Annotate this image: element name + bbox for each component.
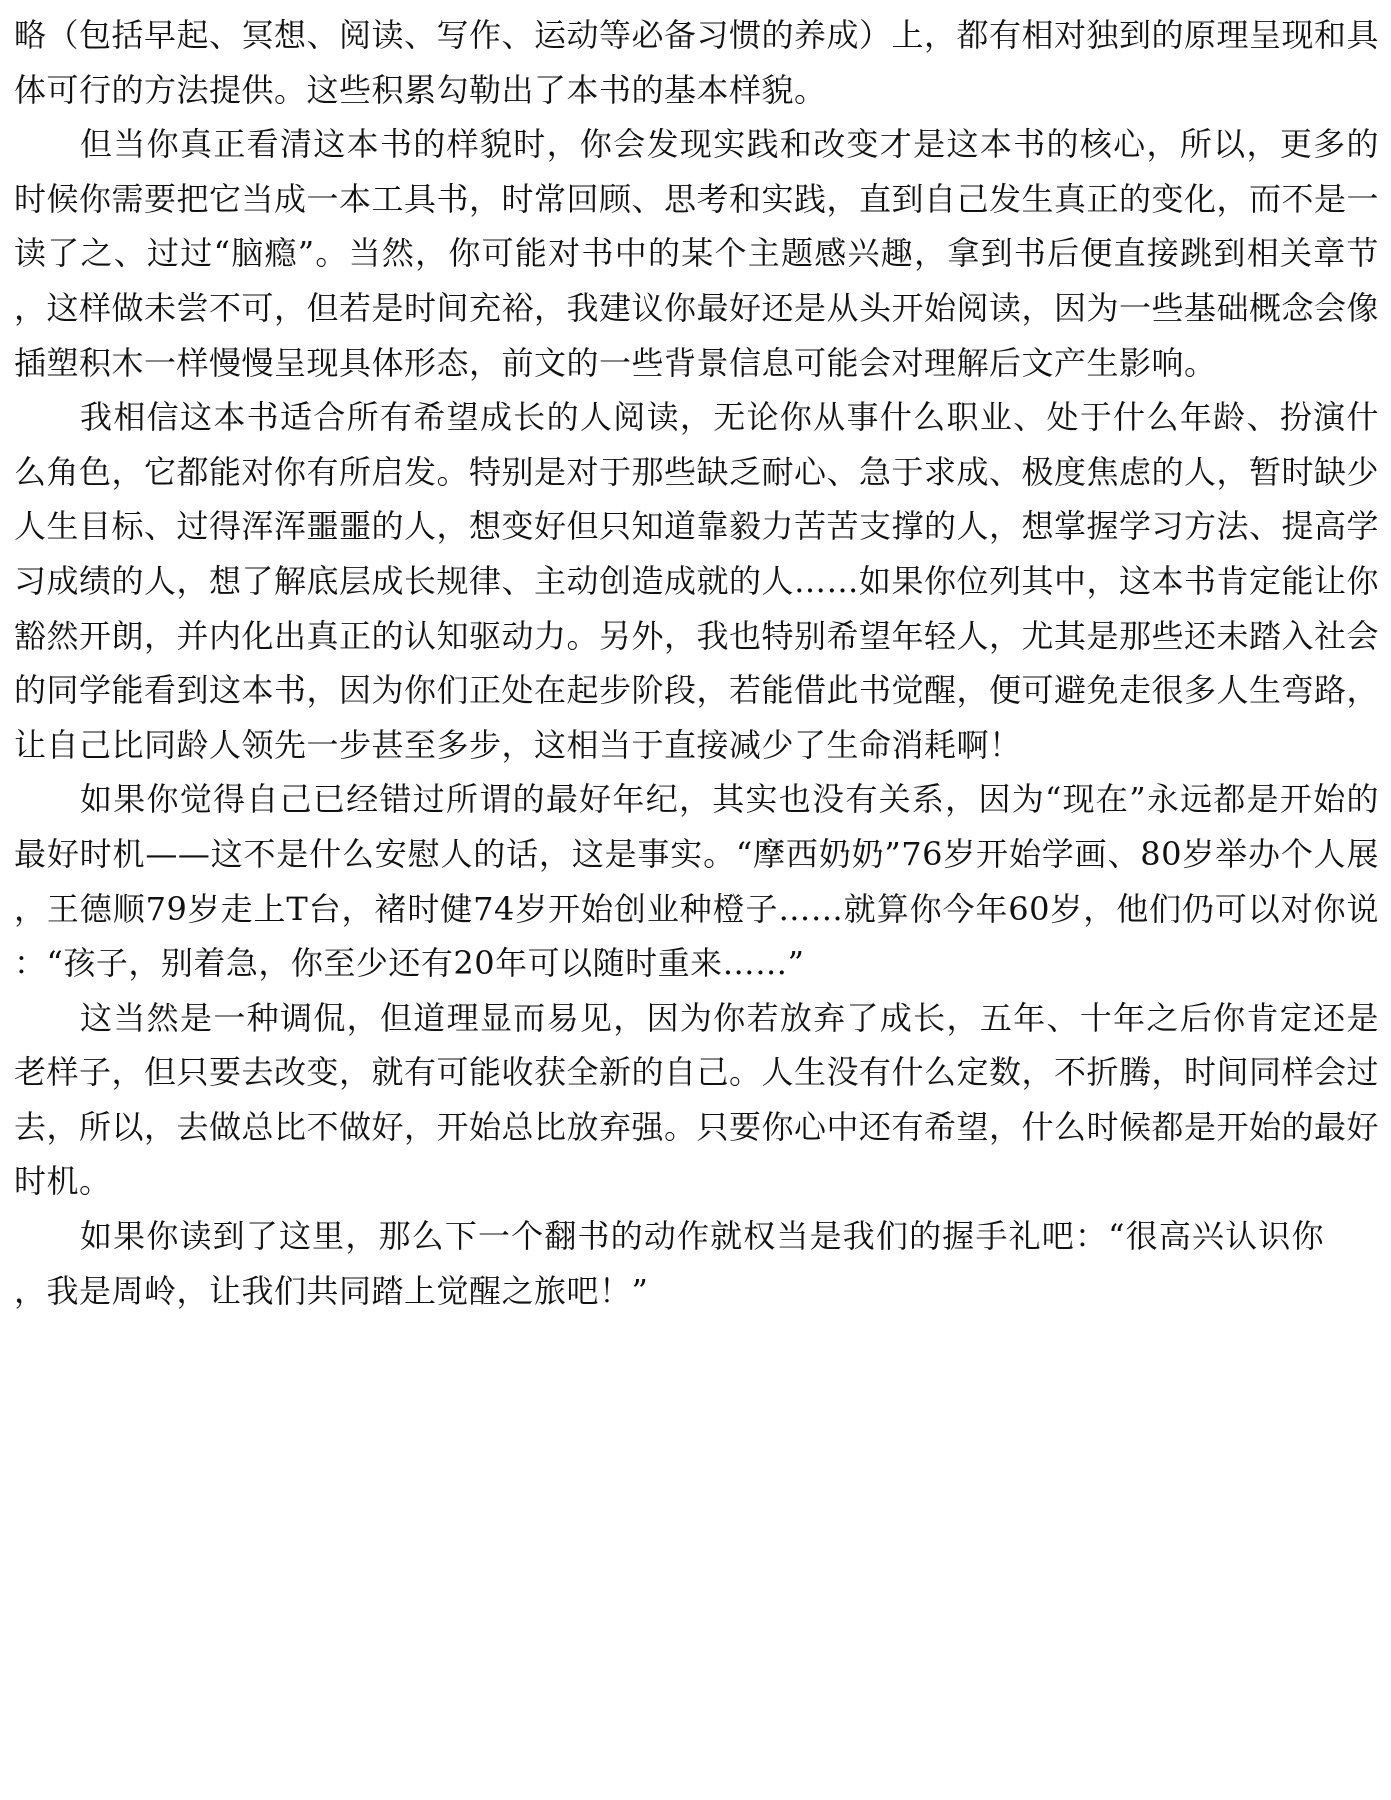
paragraph-greeting: 如果你读到了这里，那么下一个翻书的动作就权当是我们的握手礼吧：“很高兴认识你，我是周岭，让我们共同踏上觉醒之旅吧！” bbox=[14, 1217, 1324, 1310]
paragraph-practice: 但当你真正看清这本书的样貌时，你会发现实践和改变才是这本书的核心，所以，更多的时候你需要把它当成一本工具书，时常回顾、思考和实践，直到自己发生真正的变化，而不是一读了之、过过“脑瘾”。当然，你可能对书中的某个主题感兴趣，拿到书后便直接跳到相关章节，这样做未尝不可，但若是时间充裕，我建议你最好还是从头开始阅读，因为一些基础概念会像插塑积木一样慢慢呈现具体形态，前文的一些背景信息可能会对理解后文产生影响。 bbox=[14, 125, 1380, 382]
paragraph-best-time: 如果你觉得自己已经错过所谓的最好年纪，其实也没有关系，因为“现在”永远都是开始的最好时机——这不是什么安慰人的话，这是事实。“摩西奶奶”76岁开始学画、80岁举办个人展，王德顺79岁走上T台，褚时健74岁开始创业种橙子……就算你今年60岁，他们仍可以对你说：“孩子，别着急，你至少还有20年可以随时重来……” bbox=[14, 780, 1379, 983]
document-page bbox=[14, 8, 1379, 1318]
paragraph-continued: 略（包括早起、冥想、阅读、写作、运动等必备习惯的养成）上，都有相对独到的原理呈现和具体可行的方法提供。这些积累勾勒出了本书的基本样貌。 bbox=[14, 16, 1380, 109]
paragraph-change: 这当然是一种调侃，但道理显而易见，因为你若放弃了成长，五年、十年之后你肯定还是老样子，但只要去改变，就有可能收获全新的自己。人生没有什么定数，不折腾，时间同样会过去，所以，去做总比不做好，开始总比放弃强。只要你心中还有希望，什么时候都是开始的最好时机。 bbox=[14, 998, 1380, 1201]
paragraph-audience: 我相信这本书适合所有希望成长的人阅读，无论你从事什么职业、处于什么年龄、扮演什么角色，它都能对你有所启发。特别是对于那些缺乏耐心、急于求成、极度焦虑的人，暂时缺少人生目标、过得浑浑噩噩的人，想变好但只知道靠毅力苦苦支撑的人，想掌握学习方法、提高学习成绩的人，想了解底层成长规律、主动创造成就的人……如果你位列其中，这本书肯定能让你豁然开朗，并内化出真正的认知驱动力。另外，我也特别希望年轻人，尤其是那些还未踏入社会的同学能看到这本书，因为你们正处在起步阶段，若能借此书觉醒，便可避免走很多人生弯路，让自己比同龄人领先一步甚至多步，这相当于直接减少了生命消耗啊！ bbox=[14, 398, 1380, 764]
